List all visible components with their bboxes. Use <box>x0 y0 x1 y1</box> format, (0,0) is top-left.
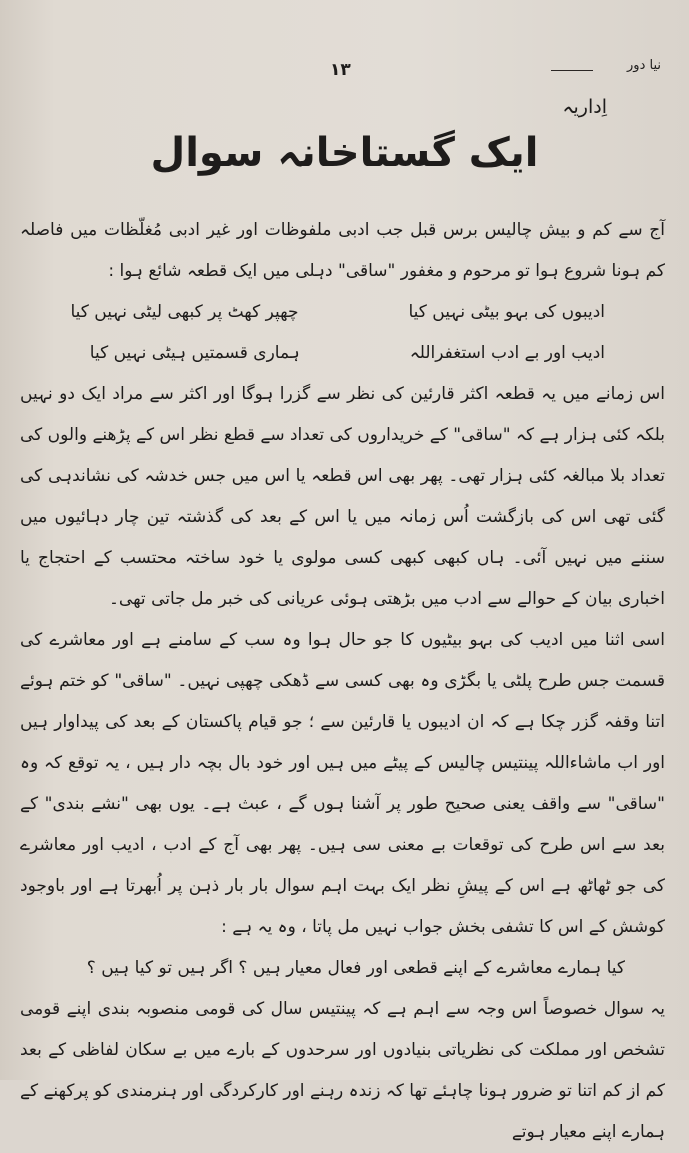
article-title: ایک گستاخانہ سوال <box>150 130 539 176</box>
paragraph-intro: آج سے کم و بیش چالیس برس قبل جب ادبی ملفوظات اور غیر ادبی مُغلّظات میں فاصلہ کم ہونا شروع ہوا تو مرحوم و مغفور "ساقی" دہلی میں ایک قطعہ شائع ہوا : <box>20 220 665 281</box>
verse-line-2 <box>20 333 665 374</box>
verse-hemistich-2a: ادیب اور بے ادب استغفراللہ <box>409 343 605 363</box>
page-number: ۱۳ <box>330 60 351 80</box>
central-question: کیا ہمارے معاشرے کے اپنے قطعی اور فعال معیار ہیں ؟ اگر ہیں تو کیا ہیں ؟ <box>86 958 625 978</box>
article-body <box>20 210 665 1153</box>
paragraph-two: اس زمانے میں یہ قطعہ اکثر قارئین کی نظر سے گزرا ہوگا اور اکثر سے مراد ایک دو نہیں بلکہ کئی ہزار ہے کہ "ساقی" کے خریداروں کی تعداد سے قطع نظر اس کے پڑھنے والوں کی تعداد بلا مبالغہ کئی ہزار تھی۔ پھر بھی اس قطعہ یا اس میں جس خدشہ کی نشاندہی کی گئی تھی اس کی بازگشت اُس زمانہ میں یا اس کے بعد کی گذشتہ تین چار دہائیوں میں سننے میں نہیں آئی۔ ہاں کبھی کبھی کسی مولوی یا خود ساختہ محتسب کے احتجاج یا اخباری بیان کے حوالے سے ادب میں بڑھتی ہوئی عریانی کی خبر مل جاتی تھی۔ <box>20 384 665 609</box>
verse-line-1 <box>20 292 665 333</box>
section-label: اِداریہ <box>562 96 607 118</box>
journal-name: نیا دور <box>627 58 661 73</box>
verse-hemistich-1a: ادیبوں کی بہو بیٹی نہیں کیا <box>408 302 605 322</box>
running-header <box>0 30 689 80</box>
header-rule <box>551 70 593 71</box>
paragraph-three: اسی اثنا میں ادیب کی بہو بیٹیوں کا جو حال ہوا وہ سب کے سامنے ہے اور معاشرے کی قسمت جس طرح پلٹی یا بگڑی وہ بھی کسی سے ڈھکی چھپی نہیں۔ "ساقی" کو ختم ہوئے اتنا وقفہ گزر چکا ہے کہ ان ادیبوں یا قارئین سے ؛ جو قیام پاکستان کے بعد کی پیداوار ہیں اور اب ماشاءاللہ پینتیس چالیس کے پیٹے میں ہیں اور خود بال بچہ دار ہیں ، یہ توقع کہ وہ "ساقی" سے واقف یعنی صحیح طور پر آشنا ہوں گے ، عبث ہے۔ یوں بھی "نشے بندی" کے بعد سے اس طرح کی توقعات بے معنی سی ہیں۔ پھر بھی آج کے ادب ، ادیب اور معاشرے کی جو ٹھاٹھ ہے اس کے پیشِ نظر ایک بہت اہم سوال بار بار ذہن پر اُبھرتا ہے اور باوجود کوشش کے اس کا تشفی بخش جواب نہیں مل پاتا ، وہ یہ ہے : <box>20 630 665 937</box>
verse-hemistich-2b: ہماری قسمتیں ہیٹی نہیں کیا <box>89 343 300 363</box>
verse-hemistich-1b: چھپر کھٹ پر کبھی لیٹی نہیں کیا <box>70 302 299 322</box>
paragraph-four: یہ سوال خصوصاً اس وجہ سے اہم ہے کہ پینتیس سال کی قومی منصوبہ بندی اپنے قومی تشخص اور مملکت کی نظریاتی بنیادوں اور سرحدوں کے بارے میں بے سکان لفاظی کے بعد کم از کم اتنا تو ضرور ہونا چاہئے تھا کہ زندہ رہنے اور کارکردگی اور ہنرمندی کو پرکھنے کے ہمارے اپنے معیار ہوتے <box>20 999 665 1142</box>
